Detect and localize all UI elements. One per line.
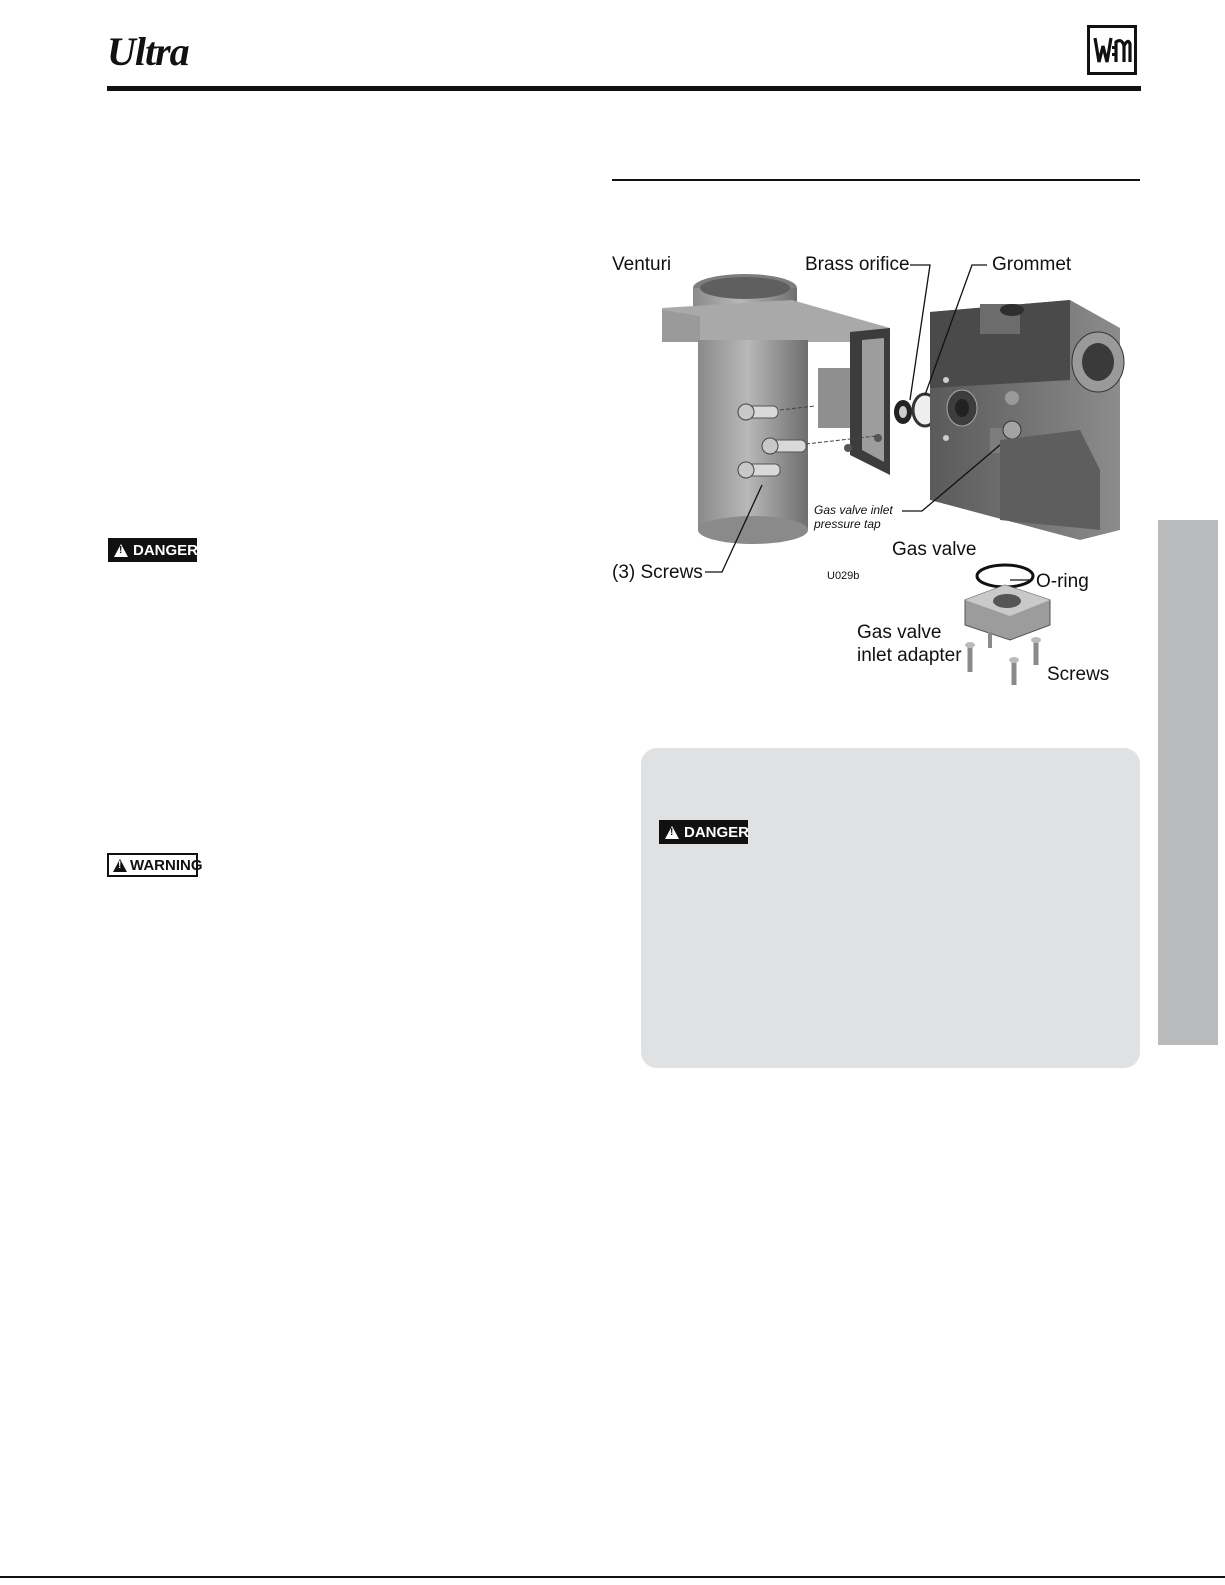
label-inlet-tap-line1: Gas valve inlet: [814, 503, 893, 517]
figure-rule: [612, 179, 1140, 181]
label-adapter-line1: Gas valve: [857, 622, 942, 643]
label-venturi: Venturi: [612, 254, 672, 275]
section-tab: [1158, 520, 1218, 1045]
brand-title: Ultra: [107, 29, 189, 74]
footer-rule: [0, 1576, 1225, 1578]
hazard-triangle-icon: !: [113, 859, 127, 872]
wm-logo-icon: [1092, 32, 1132, 68]
danger-badge-box: [659, 820, 748, 844]
label-adapter-line2: inlet adapter: [857, 645, 962, 666]
warning-label: WARNING: [130, 856, 203, 874]
label-inlet-tap-line2: pressure tap: [814, 517, 881, 531]
wm-logo: [1087, 25, 1137, 75]
danger-notice-box: [641, 748, 1140, 1068]
warning-badge-left: [107, 853, 203, 877]
hazard-triangle-icon: !: [665, 826, 679, 839]
label-brass-orifice: Brass orifice: [805, 254, 910, 275]
danger-label: DANGER: [684, 823, 750, 841]
label-three-screws: (3) Screws: [612, 562, 703, 583]
label-o-ring: O-ring: [1036, 571, 1089, 592]
label-screws: Screws: [1047, 664, 1110, 685]
label-gas-valve: Gas valve: [892, 539, 977, 560]
label-grommet: Grommet: [992, 254, 1072, 275]
label-figure-code: U029b: [827, 570, 860, 582]
header-rule: [107, 86, 1141, 91]
danger-label: DANGER: [133, 541, 199, 559]
danger-badge-left: [108, 538, 197, 562]
hazard-triangle-icon: !: [114, 544, 128, 557]
gas-valve-part: [930, 300, 1124, 540]
